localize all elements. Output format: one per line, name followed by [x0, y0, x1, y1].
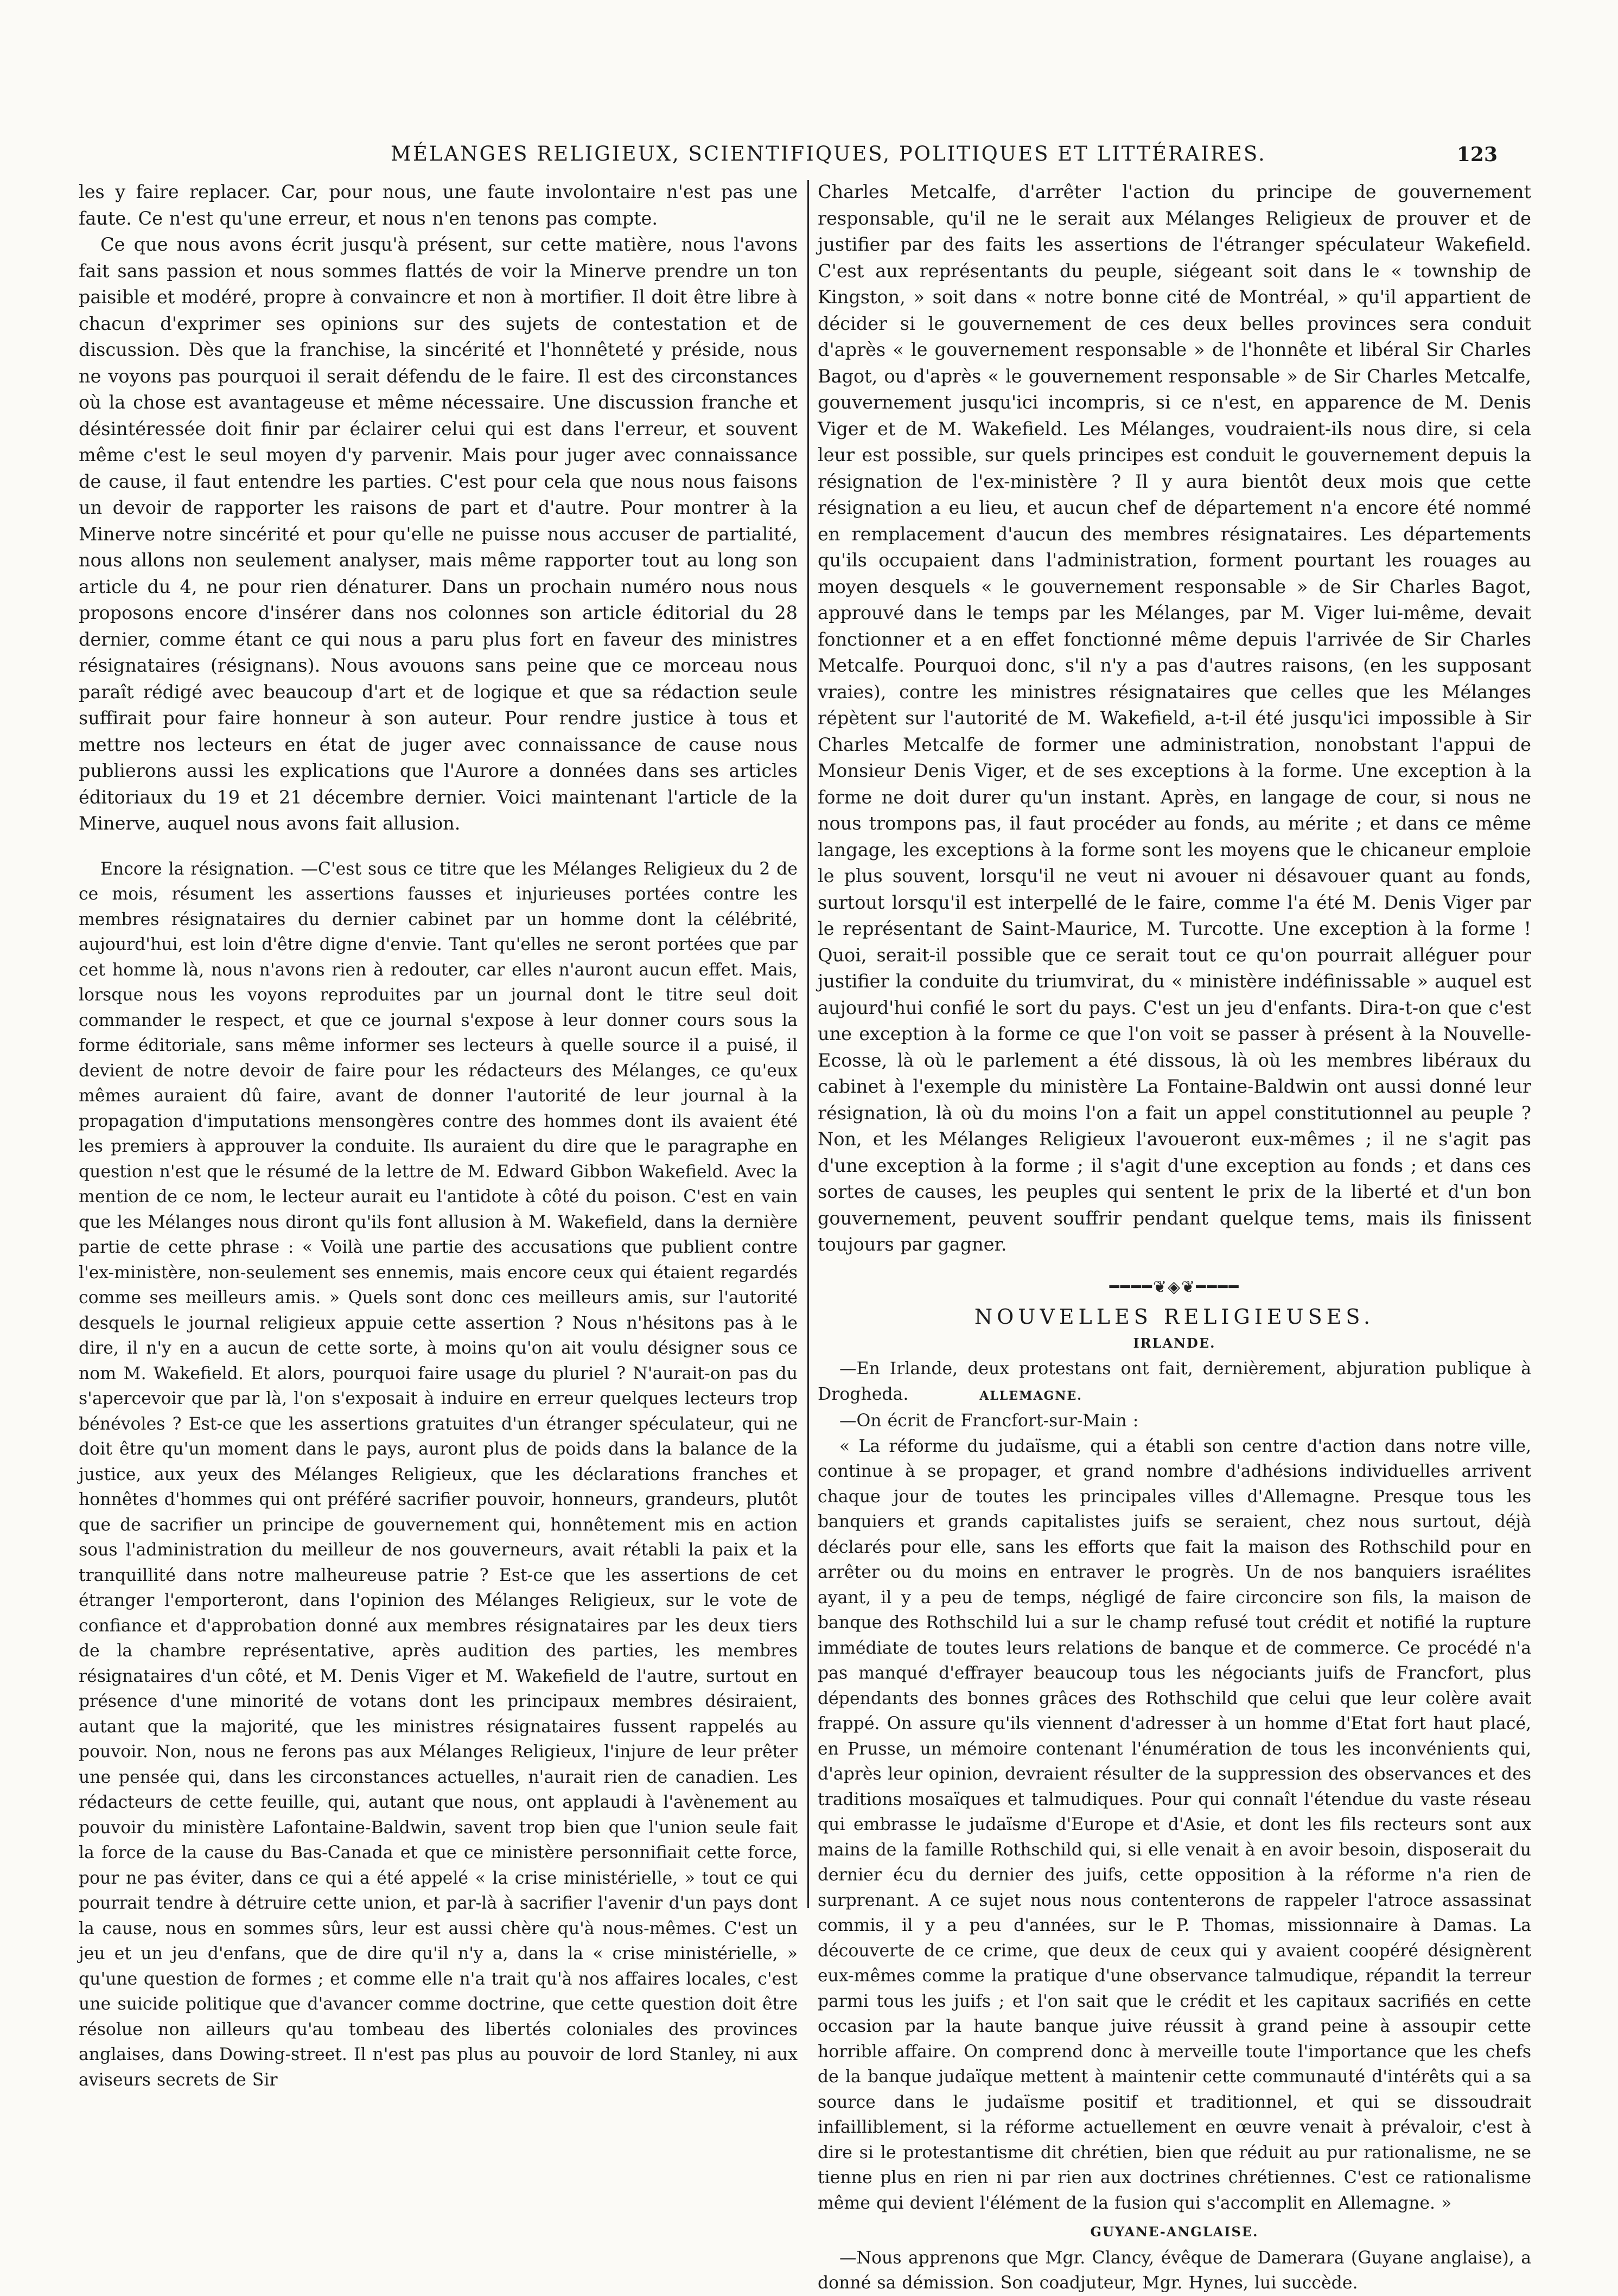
- page-header: [81, 142, 1519, 175]
- running-title: MÉLANGES RELIGIEUX, SCIENTIFIQUES, POLITIQUES ET LITTÉRAIRES.: [391, 142, 1266, 165]
- subhead-irlande: IRLANDE.: [1133, 1335, 1216, 1351]
- paragraph-minerve-continued: Charles Metcalfe, d'arrêter l'action du principe de gouvernement responsable, qu'il ne le serait aux Mélanges Religieux de prouver et de justifier par des faits les assertions de l'étranger spéculateur Wakefield. C'est aux représentants du peuple, siégeant soit dans le « township de Kingston, » soit dans « notre bonne cité de Montréal, » qu'il appartient de décider si le gouvernement de ces deux belles provinces sera conduit d'après « le gouvernement responsable » de l'honnête et libéral Sir Charles Bagot, ou d'après « le gouvernement responsable » de Sir Charles Metcalfe, gouvernement jusqu'ici incompris, si ce n'est, en apparence de M. Denis Viger et de M. Wakefield. Les Mélanges, voudraient-ils nous dire, si cela leur est possible, sur quels principes est conduit le gouvernement depuis la résignation de l'ex-ministère ? Il y aura bientôt deux mois que cette résignation a eu lieu, et aucun chef de département n'a encore été nommé en remplacement d'aucun des membres résignataires. Les départements qu'ils occupaient dans l'administration, forment pourtant les rouages au moyen desquels « le gouvernement responsable » de Sir Charles Bagot, approuvé dans le temps par les Mélanges, par M. Viger lui-même, devait fonctionner et a en effet fonctionné même depuis l'arrivée de Sir Charles Metcalfe. Pourquoi donc, s'il n'y a pas d'autres raisons, (en les supposant vraies), contre les ministres résignataires que celles que les Mélanges répètent sur l'autorité de M. Wakefield, a-t-il été jusqu'ici impossible à Sir Charles Metcalfe de former une administration, nonobstant l'appui de Monsieur Denis Viger, et de ses exceptions à la forme. Une exception à la forme ne doit durer qu'un instant. Après, en langage de cour, si nous ne nous trompons pas, il faut procéder au fonds, au mérite ; et dans ce même langage, les exceptions à la forme sont les moyens que le chicaneur emploie le plus souvent, lorsqu'il ne veut ni avouer ni désavouer quant au fonds, surtout lorsqu'il est interpellé de le faire, comme l'a été M. Denis Viger par le représentant de Saint-Maurice, M. Turcotte. Une exception à la forme ! Quoi, serait-il possible que ce serait tout ce qu'on pourrait alléguer pour justifier la conduite du triumvirat, du « ministère indéfinissable » auquel est aujourd'hui confié le sort du pays. C'est un jeu d'enfants. Dira-t-on que c'est une exception à la forme ce que l'on voit se passer à présent à la Nouvelle-Ecosse, là où le parlement a été dissous, là où les membres libéraux du cabinet à l'exemple du ministère La Fontaine-Baldwin ont aussi donné leur résignation, là où du moins l'on a fait un appel constitutionnel au peuple ? Non, et les Mélanges Religieux l'avoueront eux-mêmes ; il ne s'agit pas d'une exception à la forme ; il s'agit d'une exception au fonds ; et dans ces sortes de causes, les peuples qui sentent le prix de la liberté et d'un bon gouvernement, peuvent souffrir pendant quelque tems, mais ils finissent toujours par gagner.: [818, 181, 1531, 1255]
- allemagne-news: « La réforme du judaïsme, qui a établi son centre d'action dans notre ville, continue à se propager, et grand nombre d'adhésions individuelles arrivent chaque jour de toutes les principales villes d'Allemagne. Presque tous les banquiers et grands capitalistes juifs se seraient, chez nous surtout, déjà déclarés pour elle, sans les efforts que fait la maison des Rothschild pour en arrêter ou du moins en entraver le progrès. Un de nos banquiers israélites ayant, il y a peu de temps, négligé de faire circoncire son fils, la maison de banque des Rothschild lui a sur le champ refusé tout crédit et notifié la rupture immédiate de toutes leurs relations de banque et de commerce. Ce procédé n'a pas manqué d'effrayer beaucoup tous les négociants juifs de Francfort, plus dépendants des bonnes grâces des Rothschild que celui que leur colère avait frappé. On assure qu'ils viennent d'adresser à un homme d'Etat fort haut placé, en Prusse, un mémoire contenant l'énumération de tous les inconvénients qui, d'après leur opinion, devraient résulter de la suppression des observances et des traditions mosaïques et talmudiques. Pour qui connaît l'étendue du vaste réseau qui embrasse le judaïsme d'Europe et d'Asie, et dont les fils recteurs sont aux mains de la famille Rothschild qui, si elle venait à en avoir besoin, disposerait du dernier écu du dernier des juifs, cette opposition à la réforme n'a rien de surprenant. A ce sujet nous nous contenterons de rappeler l'atroce assassinat commis, il y a peu d'années, sur le P. Thomas, missionnaire à Damas. La découverte de ce crime, que deux de ceux qui y avaient coopéré désignèrent eux-mêmes comme la pratique d'une observance talmudique, répandit la terreur parmi tous les juifs ; et l'on sait que le crédit et les capitaux sacrifiés en cette occasion par la haute banque juive réussit à grand peine à assoupir cette horrible affaire. On comprend donc à merveille toute l'importance que les chefs de la banque judaïque mettent à maintenir cette communauté d'intérêts qui a sa source dans le judaïsme positif et traditionnel, et qui se dissoudrait infailliblement, si la réforme actuellement en œuvre venait à prévaloir, c'est à dire si le protestantisme dit chrétien, bien que réduit au pur rationalisme, ne se tienne plus en rien ni par rien aux doctrines chrétiennes. C'est ce rationalisme même qui devient l'élément de la fusion qui s'accomplit en Allemagne. »: [818, 1436, 1531, 2213]
- column-divider: [807, 180, 809, 1908]
- ornament-divider-icon: ━━━━❦◈❦━━━━: [1109, 1277, 1240, 1297]
- paragraph-minerve-article: Encore la résignation. —C'est sous ce titre que les Mélanges Religieux du 2 de ce mois, résument les assertions fausses et injurieuses portées contre les membres résignataires du dernier cabinet par un homme dont la célébrité, aujourd'hui, est loin d'être digne d'envie. Tant qu'elles ne seront portées que par cet homme là, nous n'avons rien à redouter, car elles n'auront aucun effet. Mais, lorsque nous les voyons reproduites par un journal dont le titre seul doit commander le respect, et que ce journal s'expose à leur donner cours sous la forme éditoriale, sans même informer ses lecteurs à quelle source il a puisé, il devient de notre devoir de faire pour les rédacteurs des Mélanges, ce qu'eux mêmes auraient dû faire, avant de donner l'autorité de leur journal à la propagation d'imputations mensongères contre des hommes dont ils avaient été les premiers à approuver la conduite. Ils auraient du dire que le paragraphe en question n'est que le résumé de la lettre de M. Edward Gibbon Wakefield. Avec la mention de ce nom, le lecteur aurait eu l'antidote à côté du poison. C'est en vain que les Mélanges nous diront qu'ils font allusion à M. Wakefield, dans la dernière partie de cette phrase : « Voilà une partie des accusations que publient contre l'ex-ministère, non-seulement ses ennemis, mais encore ceux qui étaient regardés comme ses meilleurs amis. » Quels sont donc ces meilleurs amis, sur l'autorité desquels le journal religieux appuie cette assertion ? Nous n'hésitons pas à le dire, il n'y en a aucun de cette sorte, à moins qu'on ait voulu désigner sous ce nom M. Wakefield. Et alors, pourquoi faire usage du pluriel ? N'aurait-on pas du s'apercevoir que par là, l'on s'exposait à induire en erreur quelques lecteurs trop bénévoles ? Est-ce que les assertions gratuites d'un étranger spéculateur, qui ne doit être qu'un moment dans le pays, auront plus de poids dans la balance de la justice, aux yeux des Mélanges Religieux, que les déclarations franches et honnêtes d'hommes qui ont préféré sacrifier pouvoir, honneurs, grandeurs, plutôt que de sacrifier un principe de gouvernement qui, honnêtement mis en action sous l'administration du meilleur de nos gouverneurs, avait rétabli la paix et la tranquillité dans notre malheureuse patrie ? Est-ce que les assertions de cet étranger l'emporteront, dans l'opinion des Mélanges Religieux, sur le vote de confiance et d'approbation donné aux membres résignataires par les deux tiers de la chambre représentative, après audition des parties, les membres résignataires d'un côté, et M. Denis Viger et M. Wakefield de l'autre, surtout en présence d'une minorité de votans dont les principaux membres désiraient, autant que la majorité, que les ministres résignataires fussent rappelés au pouvoir. Non, nous ne ferons pas aux Mélanges Religieux, l'injure de leur prêter une pensée qui, dans les circonstances actuelles, n'aurait rien de canadien. Les rédacteurs de cette feuille, qui, autant que nous, ont applaudi à l'avènement au pouvoir du ministère Lafontaine-Baldwin, savent trop bien que l'union seule fait la force de la cause du Bas-Canada et que ce ministère personnifiait cette force, pour ne pas éviter, dans ce qui a été appelé « la crise ministérielle, » tout ce qui pourrait tendre à détruire cette union, et par-là à sacrifier l'avenir d'un pays dont la cause, nous en sommes sûrs, leur est aussi chère qu'à nous-mêmes. C'est un jeu et un jeu d'enfans, que de dire qu'il n'y a, dans la « crise ministérielle, » qu'une question de formes ; et comme elle n'a trait qu'à nos affaires locales, c'est une suicide politique que d'avancer comme doctrine, que cette question doit être résolue non ailleurs qu'au tombeau des libertés coloniales des provinces anglaises, dans Dowing-street. Il n'est pas plus au pouvoir de lord Stanley, ni aux aviseurs secrets de Sir: [79, 859, 798, 2090]
- paragraph-continuation: les y faire replacer. Car, pour nous, une faute involontaire n'est pas une faute. Ce n'est qu'une erreur, et nous n'en tenons pas compte.: [79, 181, 798, 229]
- subhead-allemagne: ALLEMAGNE.: [979, 1388, 1082, 1403]
- irlande-text: —En Irlande, deux protestans ont fait, dernièrement, abjuration publique à Drogheda.: [818, 1359, 1531, 1404]
- allemagne-intro: —On écrit de Francfort-sur-Main :: [839, 1411, 1139, 1431]
- section-title: NOUVELLES RELIGIEUSES.: [974, 1305, 1375, 1329]
- left-column: [79, 179, 798, 2090]
- subhead-guyane: GUYANE-ANGLAISE.: [1090, 2224, 1259, 2240]
- irlande-news: [818, 1356, 1531, 1408]
- guyane-news: —Nous apprenons que Mgr. Clancy, évêque de Damerara (Guyane anglaise), a donné sa démission. Son coadjuteur, Mgr. Hynes, lui succède.: [818, 2248, 1531, 2293]
- page-number: 123: [1456, 143, 1498, 166]
- right-column: [818, 179, 1531, 2293]
- paragraph-editorial: Ce que nous avons écrit jusqu'à présent, sur cette matière, nous l'avons fait sans passion et nous sommes flattés de voir la Minerve prendre un ton paisible et modéré, propre à convaincre et non à mortifier. Il doit être libre à chacun d'exprimer ses opinions sur des sujets de contestation et de discussion. Dès que la franchise, la sincérité et l'honnêteté y préside, nous ne voyons pas pourquoi il serait défendu de le faire. Il est des circonstances où la chose est avantageuse et même nécessaire. Une discussion franche et désintéressée doit finir par éclairer celui qui est dans l'erreur, et souvent même c'est le seul moyen d'y parvenir. Mais pour juger avec connaissance de cause, il faut entendre les parties. C'est pour cela que nous nous faisons un devoir de rapporter les raisons de part et d'autre. Pour montrer à la Minerve notre sincérité et pour qu'elle ne puisse nous accuser de partialité, nous allons non seulement analyser, mais même rapporter tout au long son article du 4, ne pour rien dénaturer. Dans un prochain numéro nous nous proposons encore d'insérer dans nos colonnes son article éditorial du 28 dernier, comme étant ce qui nous a paru plus fort en faveur des ministres résignataires (résignans). Nous avouons sans peine que ce morceau nous paraît rédigé avec beaucoup d'art et de logique et que sa rédaction seule suffirait pour faire honneur à son auteur. Pour rendre justice à tous et mettre nos lecteurs en état de juger avec connaissance de cause nous publierons aussi les explications que l'Aurore a données dans ses articles éditoriaux du 19 et 21 décembre dernier. Voici maintenant l'article de la Minerve, auquel nous avons fait allusion.: [79, 234, 798, 834]
